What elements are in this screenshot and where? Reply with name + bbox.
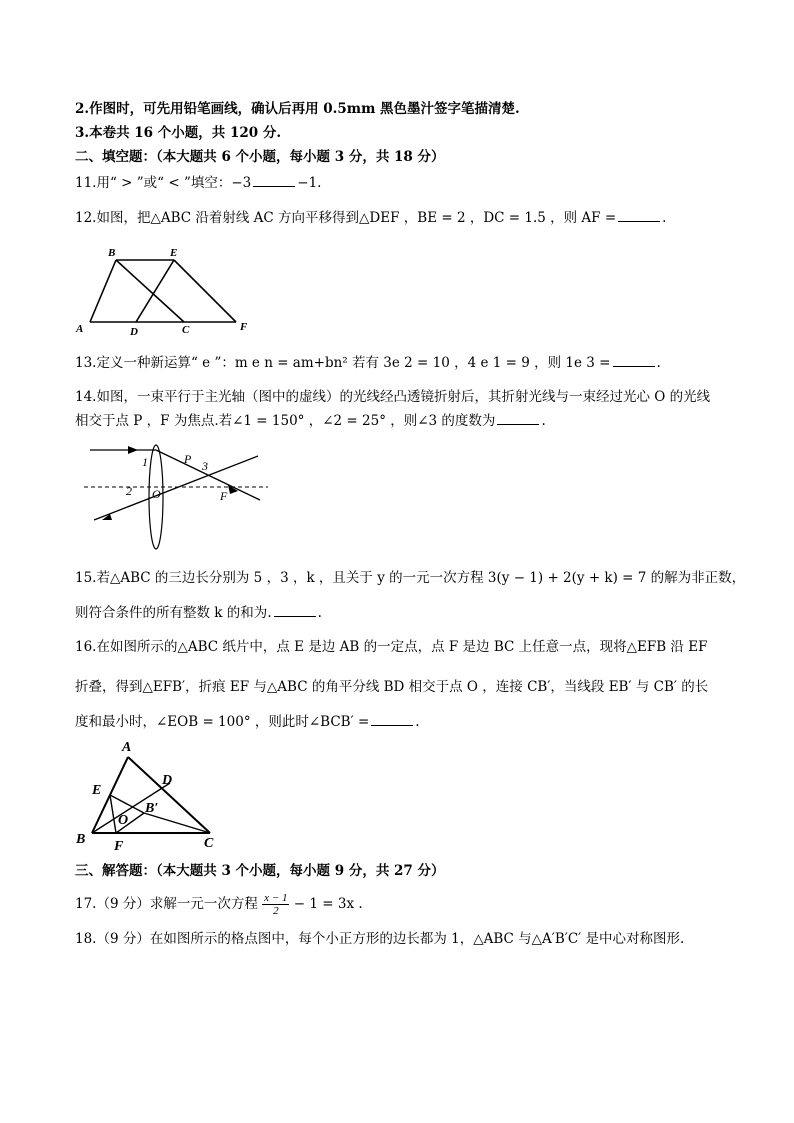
fig14-point-P: P <box>184 452 192 466</box>
q14-tail: . <box>541 413 546 429</box>
fig12-label-D: D <box>130 326 138 338</box>
q16-blank <box>371 713 413 726</box>
question-17 <box>75 892 363 917</box>
q13-tail: . <box>656 355 661 371</box>
fig12-label-B: B <box>108 247 116 259</box>
q12-blank <box>618 209 660 222</box>
q11-blank <box>253 174 295 187</box>
fig16-label-D: D <box>162 773 173 788</box>
question-15-line1: 15.若△ABC 的三边长分别为 5 ，3 ，k ，且关于 y 的一元一次方程 3(y − 1) + 2(y + k) = 7 的解为非正数， <box>75 570 746 586</box>
q17-denominator: 2 <box>273 905 279 917</box>
q15-blank <box>274 604 316 617</box>
figure-16-fold <box>72 735 232 855</box>
fig12-label-A: A <box>76 323 84 335</box>
question-18: 18.（9 分）在如图所示的格点图中，每个小正方形的边长都为 1，△ABC 与△A′B′C′ 是中心对称图形. <box>75 931 685 947</box>
fig16-label-F: F <box>114 839 124 854</box>
q14-text: 相交于点 P ，F 为焦点.若∠1 = 150° ，∠2 = 25° ，则∠3 的度数为 <box>75 413 496 429</box>
note-2: 2.作图时，可先用铅笔画线，确认后再用 0.5mm 黑色墨汁签字笔描清楚. <box>75 101 520 117</box>
q13-blank <box>613 354 655 367</box>
q16-text: 度和最小时，∠EOB = 100° ，则此时∠BCB′ = <box>75 714 370 730</box>
q15-tail: . <box>317 605 322 621</box>
q12-text: 12.如图，把△ABC 沿着射线 AC 方向平移得到△DEF ，BE = 2 ，DC = 1.5 ，则 AF = <box>75 210 617 226</box>
fig12-label-E: E <box>170 247 178 259</box>
question-11 <box>75 174 321 192</box>
fig14-angle-1: 1 <box>142 455 148 469</box>
fig16-label-E: E <box>92 783 102 798</box>
fig16-label-B: B <box>76 832 86 847</box>
q17-numerator: x − 1 <box>264 892 288 904</box>
q14-blank <box>497 412 539 425</box>
q13-text: 13.定义一种新运算“ e ”：m e n = am+bn² 若有 3e 2 = 10 ，4 e 1 = 9 ，则 1e 3 = <box>75 355 611 371</box>
q17-fraction <box>262 892 289 917</box>
q17-text: 17.（9 分）求解一元一次方程 <box>75 896 258 912</box>
figure-14-lens <box>80 438 270 553</box>
fig16-label-C: C <box>204 836 214 851</box>
section-2-heading: 二、填空题：（本大题共 6 个小题，每小题 3 分，共 18 分） <box>75 149 445 165</box>
fig12-label-C: C <box>182 324 190 336</box>
fig14-angle-3: 3 <box>202 459 208 473</box>
fig12-label-F: F <box>240 321 248 333</box>
q11-tail: −1. <box>297 175 322 191</box>
fig16-label-A: A <box>122 740 132 755</box>
fig16-label-O: O <box>118 813 129 828</box>
section-3-heading: 三、解答题：（本大题共 3 个小题，每小题 9 分，共 27 分） <box>75 863 445 879</box>
fig14-angle-2: 2 <box>126 484 132 498</box>
q11-text: 11.用“ > ”或“ < ”填空：−3 <box>75 175 252 191</box>
question-13 <box>75 354 661 372</box>
q15-text: 则符合条件的所有整数 k 的和为. <box>75 605 272 621</box>
question-15-line2 <box>75 604 322 622</box>
q12-tail: . <box>662 210 667 226</box>
question-14-line1: 14.如图，一束平行于主光轴（图中的虚线）的光线经凸透镜折射后，其折射光线与一束经过光心 O 的光线 <box>75 389 711 405</box>
question-12 <box>75 209 666 227</box>
figure-12-translation <box>70 242 260 340</box>
question-16-line1: 16.在如图所示的△ABC 纸片中，点 E 是边 AB 的一定点，点 F 是边 BC 上任意一点，现将△EFB 沿 EF <box>75 639 708 655</box>
question-16-line3 <box>75 713 420 731</box>
q17-tail: − 1 = 3x . <box>293 896 363 912</box>
fig14-point-O: O <box>152 487 161 501</box>
question-14-line2 <box>75 412 546 430</box>
q16-tail: . <box>415 714 420 730</box>
fig14-point-F: F <box>220 489 228 503</box>
note-3: 3.本卷共 16 个小题，共 120 分. <box>75 125 282 141</box>
question-16-line2: 折叠，得到△EFB′，折痕 EF 与△ABC 的角平分线 BD 相交于点 O ，连接 CB′，当线段 EB′ 与 CB′ 的长 <box>75 679 709 695</box>
fig16-label-Bprime: B′ <box>145 801 159 816</box>
